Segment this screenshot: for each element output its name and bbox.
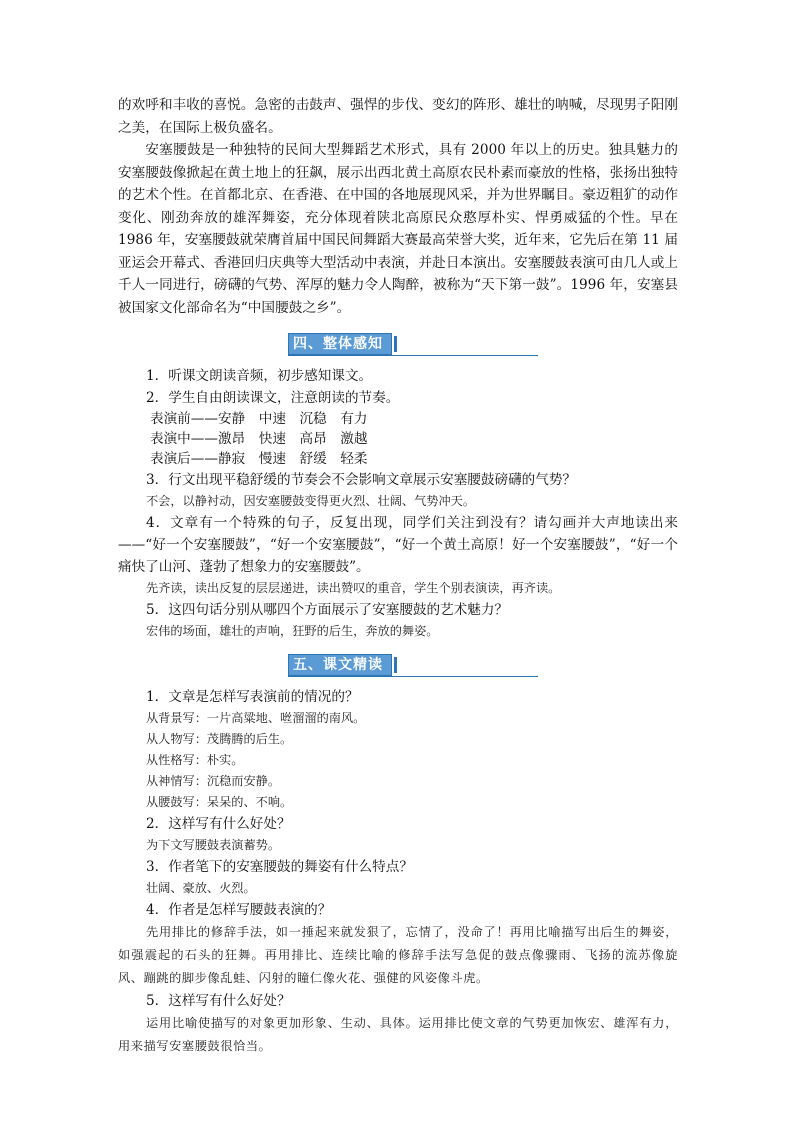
s5-answer-1-people: 从人物写：茂腾腾的后生。 xyxy=(146,732,293,746)
s5-answer-2: 为下文写腰鼓表演蓄势。 xyxy=(146,838,281,852)
s5-question-2: 2．这样写有什么好处？ xyxy=(146,816,291,832)
s5-answer-1-background: 从背景写：一片高粱地、咝溜溜的南风。 xyxy=(146,711,366,725)
section-5-title: 五、课文精读 xyxy=(288,654,392,676)
s4-question-5: 5．这四句话分别从哪四个方面展示了安塞腰鼓的艺术魅力？ xyxy=(146,602,509,618)
intro-paragraph-continued: 的欢呼和丰收的喜悦。急密的击鼓声、强悍的步伐、变幻的阵形、雄壮的呐喊，尽现男子阳刚之美，在国际上极负盛名。 xyxy=(118,97,678,136)
s5-answer-1-drum: 从腰鼓写：呆呆的、不响。 xyxy=(146,795,293,809)
s4-pace-after: 表演后——静寂 慢速 舒缓 轻柔 xyxy=(150,451,368,467)
section-5-header xyxy=(118,654,678,676)
s4-question-3: 3．行文出现平稳舒缓的节奏会不会影响文章展示安塞腰鼓磅礴的气势？ xyxy=(146,472,577,488)
s4-answer-4: 先齐读，读出反复的层层递进，读出赞叹的重音，学生个别表演读，再齐读。 xyxy=(146,581,561,595)
s4-question-4: 4．文章有一个特殊的句子，反复出现，同学们关注到没有？请勾画并大声地读出来——“好一个安塞腰鼓”，“好一个安塞腰鼓”，“好一个黄土高原！好一个安塞腰鼓”，“好一个痛快了山河、蓬勃了想象力的安塞腰鼓”。 xyxy=(118,515,678,575)
section-4-title: 四、整体感知 xyxy=(288,333,392,355)
intro-paragraph-history: 安塞腰鼓是一种独特的民间大型舞蹈艺术形式，具有 2000 年以上的历史。独具魅力的安塞腰鼓像掀起在黄土地上的狂飙，展示出西北黄土高原农民朴素而豪放的性格，张扬出独特的艺术个性。在首都北京、在香港、在中国的各地展现风采，并为世界瞩目。豪迈粗犷的动作变化、刚劲奔放的雄浑舞姿，充分体现着陕北高原民众憨厚朴实、悍勇威猛的个性。早在 1986 年，安塞腰鼓就荣膺首届中国民间舞蹈大赛最高荣誉大奖，近年来，它先后在第 11 届亚运会开幕式、香港回归庆典等大型活动中表演，并赴日本演出。安塞腰鼓表演可由几人或上千人一同进行，磅礴的气势、浑厚的魅力令人陶醉，被称为“天下第一鼓”。1996 年，安塞县被国家文化部命名为“中国腰鼓之乡”。 xyxy=(118,142,678,316)
s5-question-1: 1．文章是怎样写表演前的情况的？ xyxy=(146,689,359,705)
s4-answer-3: 不会，以静衬动，因安塞腰鼓变得更火烈、壮阔、气势冲天。 xyxy=(146,494,476,508)
document-body xyxy=(118,94,678,1058)
s5-answer-1-expression: 从神情写：沉稳而安静。 xyxy=(146,774,281,788)
s5-answer-3: 壮阔、豪放、火烈。 xyxy=(146,881,256,895)
s5-question-5: 5．这样写有什么好处？ xyxy=(146,993,291,1009)
s4-answer-5: 宏伟的场面，雄壮的声响，狂野的后生，奔放的舞姿。 xyxy=(146,624,439,638)
s5-answer-5: 运用比喻使描写的对象更加形象、生动、具体。运用排比使文章的气势更加恢宏、雄浑有力，用来描写安塞腰鼓很恰当。 xyxy=(118,1016,678,1053)
section-5-body xyxy=(118,686,678,1058)
s5-answer-4: 先用排比的修辞手法，如一捶起来就发狠了，忘情了，没命了！再用比喻描写出后生的舞姿，如强震起的石头的狂舞。再用排比、连续比喻的修辞手法写急促的鼓点像骤雨、飞扬的流苏像旋风、蹦跳的脚步像乱蛙、闪射的瞳仁像火花、强健的风姿像斗虎。 xyxy=(118,925,678,985)
section-5-rule xyxy=(288,676,538,677)
section-4-header xyxy=(118,333,678,355)
section-4-rule xyxy=(288,355,538,356)
s5-question-3: 3．作者笔下的安塞腰鼓的舞姿有什么特点？ xyxy=(146,859,413,875)
s4-pace-during: 表演中——激昂 快速 高昂 激越 xyxy=(150,431,368,447)
section-4-body xyxy=(118,365,678,642)
s4-question-2: 2．学生自由朗读课文，注意朗读的节奏。 xyxy=(146,390,400,406)
s4-question-1: 1．听课文朗读音频，初步感知课文。 xyxy=(146,368,373,384)
s5-answer-1-character: 从性格写：朴实。 xyxy=(146,753,244,767)
s4-pace-before: 表演前——安静 中速 沉稳 有力 xyxy=(150,411,368,427)
s5-question-4: 4．作者是怎样写腰鼓表演的？ xyxy=(146,902,332,918)
